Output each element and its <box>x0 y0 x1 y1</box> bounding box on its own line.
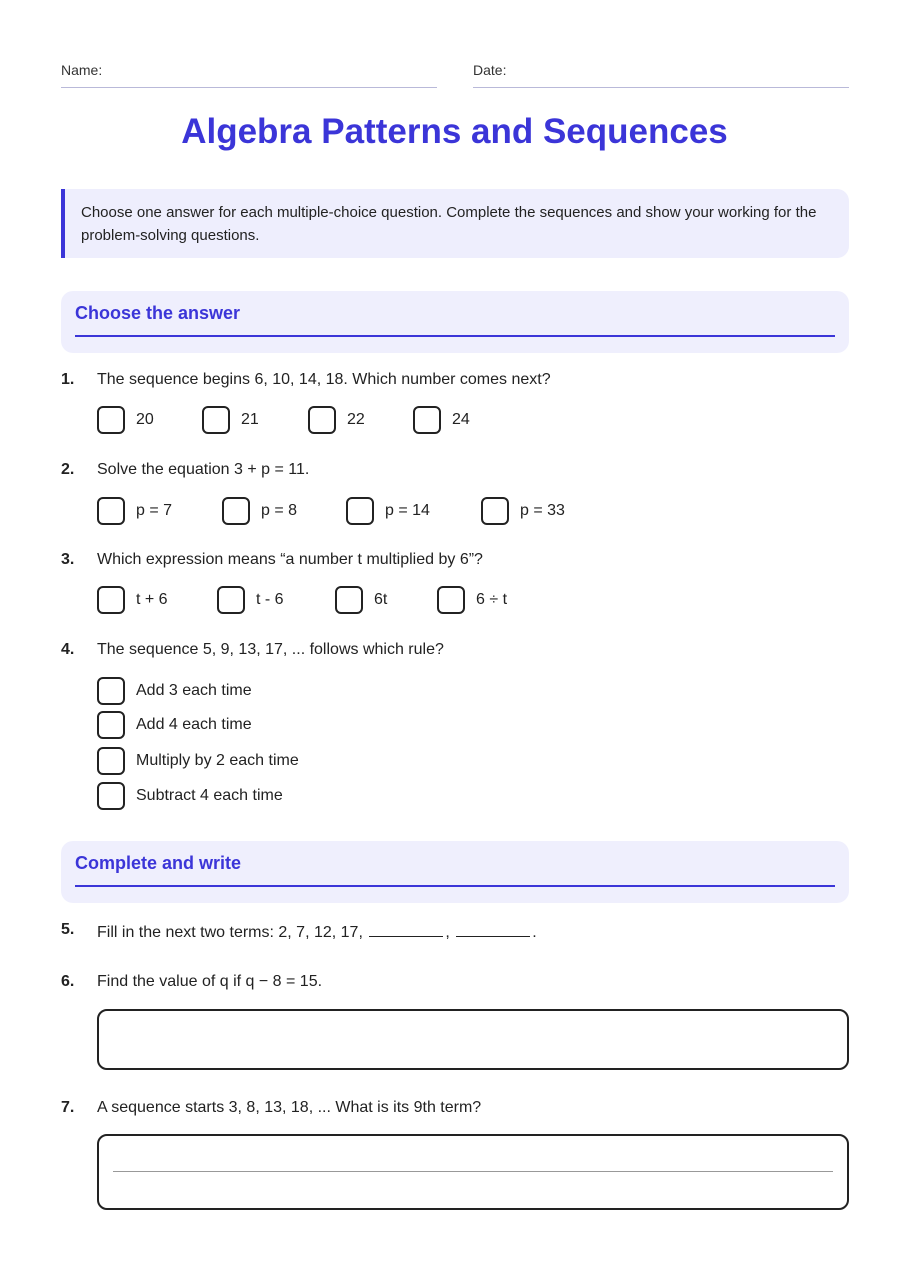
option-label: p = 7 <box>136 502 173 519</box>
option[interactable] <box>97 406 154 434</box>
option[interactable] <box>97 711 252 739</box>
blank-answer[interactable] <box>369 921 443 937</box>
option-label: p = 14 <box>385 502 430 519</box>
question-number: 7. <box>61 1099 75 1116</box>
option[interactable] <box>97 497 172 525</box>
checkbox[interactable] <box>308 406 336 434</box>
checkbox[interactable] <box>335 586 363 614</box>
option[interactable] <box>97 586 168 614</box>
question-text: The sequence begins 6, 10, 14, 18. Which number comes next? <box>97 371 551 388</box>
answer-box[interactable] <box>97 1134 849 1210</box>
question-number: 5. <box>61 921 75 938</box>
question-number: 2. <box>61 461 75 478</box>
section-rule <box>75 885 835 887</box>
checkbox[interactable] <box>97 711 125 739</box>
page-title: Algebra Patterns and Sequences <box>181 112 728 151</box>
option-label: t - 6 <box>256 591 284 608</box>
blank-separator: , <box>445 924 450 941</box>
checkbox[interactable] <box>217 586 245 614</box>
checkbox[interactable] <box>437 586 465 614</box>
option[interactable] <box>413 406 470 434</box>
option[interactable] <box>217 586 284 614</box>
option-label: p = 33 <box>520 502 565 519</box>
option[interactable] <box>308 406 365 434</box>
option-label: Multiply by 2 each time <box>136 752 299 769</box>
checkbox[interactable] <box>97 747 125 775</box>
checkbox[interactable] <box>97 782 125 810</box>
header-row <box>61 60 849 88</box>
answer-line <box>113 1171 833 1172</box>
question-text: Solve the equation 3 + p = 11. <box>97 461 310 478</box>
question-text-part: Fill in the next two terms: 2, 7, 12, 17, <box>97 924 363 941</box>
option[interactable] <box>97 782 283 810</box>
section-title: Choose the answer <box>75 303 241 323</box>
question-text: A sequence starts 3, 8, 13, 18, ... What is its 9th term? <box>97 1099 482 1116</box>
checkbox[interactable] <box>97 677 125 705</box>
checkbox[interactable] <box>97 406 125 434</box>
date-field[interactable] <box>473 60 849 88</box>
option-label: 21 <box>241 411 259 428</box>
checkbox[interactable] <box>413 406 441 434</box>
option[interactable] <box>222 497 297 525</box>
option-label: Subtract 4 each time <box>136 787 283 804</box>
option-label: t + 6 <box>136 591 168 608</box>
question-text: Find the value of q if q − 8 = 15. <box>97 973 323 990</box>
instructions-text: Choose one answer for each multiple-choice question. Complete the sequences and show your working for the problem-solving questions. <box>81 204 817 244</box>
name-field[interactable] <box>61 60 437 88</box>
question-number: 1. <box>61 371 75 388</box>
question-text: The sequence 5, 9, 13, 17, ... follows which rule? <box>97 641 444 658</box>
question-text: Which expression means “a number t multiplied by 6”? <box>97 551 483 568</box>
date-label: Date: <box>473 62 507 78</box>
section-rule <box>75 335 835 337</box>
option-label: 6 ÷ t <box>476 591 508 608</box>
checkbox[interactable] <box>481 497 509 525</box>
checkbox[interactable] <box>346 497 374 525</box>
option-label: 24 <box>452 411 470 428</box>
option[interactable] <box>202 406 259 434</box>
checkbox[interactable] <box>202 406 230 434</box>
blank-answer[interactable] <box>456 921 530 937</box>
sentence-end: . <box>532 924 537 941</box>
question-number: 3. <box>61 551 75 568</box>
answer-box[interactable] <box>97 1009 849 1070</box>
option[interactable] <box>97 677 252 705</box>
question-number: 6. <box>61 973 75 990</box>
option-label: Add 4 each time <box>136 716 252 733</box>
question-text <box>97 921 537 942</box>
name-label: Name: <box>61 62 103 78</box>
section-choose-answer <box>61 291 849 353</box>
question-number: 4. <box>61 641 75 658</box>
option[interactable] <box>97 747 299 775</box>
option-label: 22 <box>347 411 365 428</box>
option[interactable] <box>335 586 387 614</box>
option[interactable] <box>346 497 430 525</box>
checkbox[interactable] <box>97 497 125 525</box>
option-label: Add 3 each time <box>136 682 252 699</box>
option-label: 20 <box>136 411 154 428</box>
section-complete-write <box>61 841 849 903</box>
option-label: 6t <box>374 591 388 608</box>
option[interactable] <box>437 586 507 614</box>
option-label: p = 8 <box>261 502 298 519</box>
instructions-box <box>61 189 849 258</box>
option[interactable] <box>481 497 565 525</box>
checkbox[interactable] <box>97 586 125 614</box>
section-title: Complete and write <box>75 853 242 873</box>
checkbox[interactable] <box>222 497 250 525</box>
